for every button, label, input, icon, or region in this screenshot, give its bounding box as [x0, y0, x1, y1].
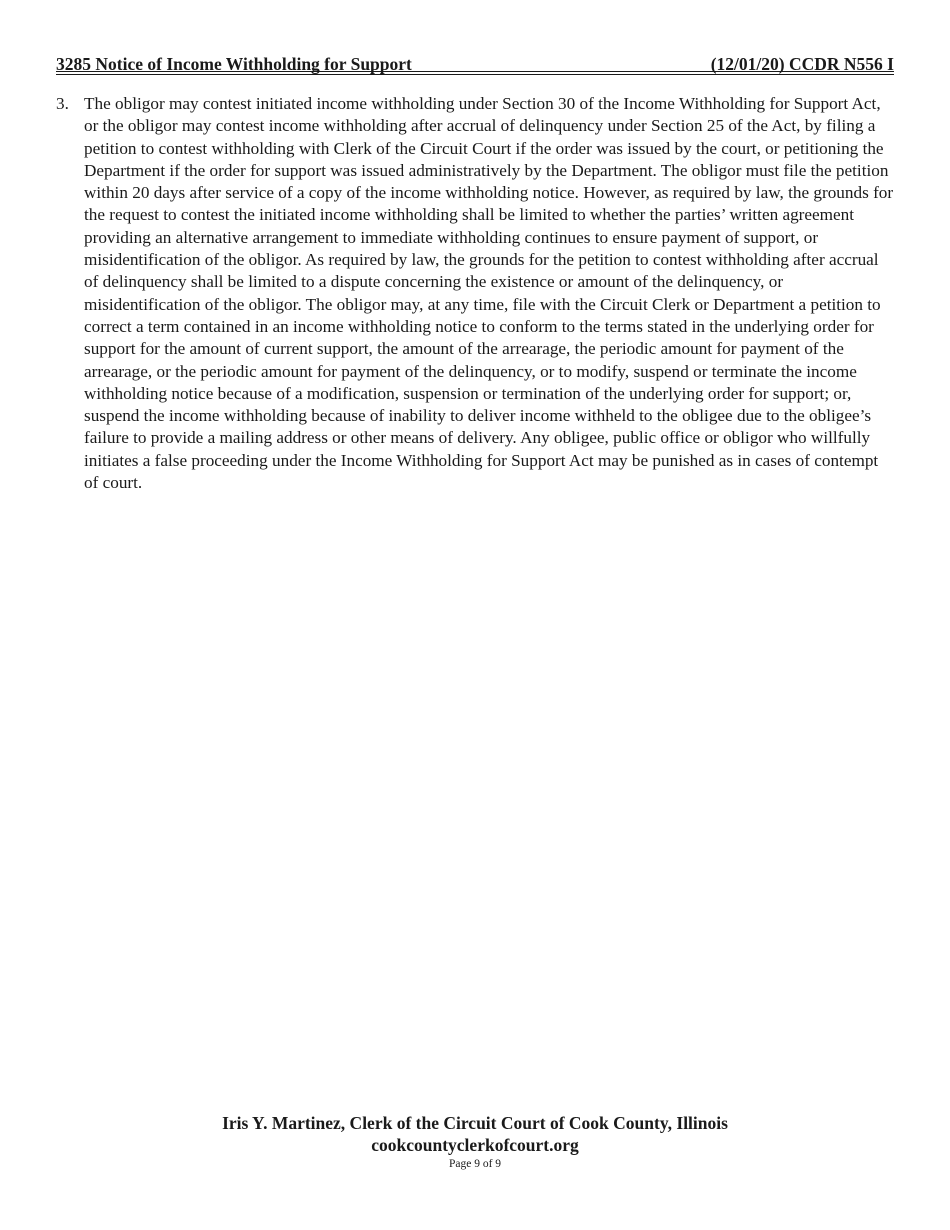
- paragraph-text: The obligor may contest initiated income withholding under Section 30 of the Income Withholding for Support Act, or the obligor may contest income withholding after accrual of delinquency under Section 25 of the Act, by filing a petition to contest withholding with Clerk of the Circuit Court if the order was issued by the court, or petitioning the Department if the order for support was issued administratively by the Department. The obligor must file the petition within 20 days after service of a copy of the income withholding notice. However, as required by law, the grounds for the request to contest the initiated income withholding shall be limited to whether the parties’ written agreement providing an alternative arrangement to immediate withholding continues to ensure payment of support, or misidentification of the obligor. As required by law, the grounds for the petition to contest withholding after accrual of delinquency shall be limited to a dispute concerning the existence or amount of the delinquency, or misidentification of the obligor. The obligor may, at any time, file with the Circuit Clerk or Department a petition to correct a term contained in an income withholding notice to conform to the terms stated in the underlying order for support for the amount of current support, the amount of the arrearage, the periodic amount for payment of the arrearage, or the periodic amount for payment of the delinquency, or to modify, suspend or terminate the income withholding notice because of a modification, suspension or termination of the underlying order for support; or, suspend the income withholding because of inability to deliver income withheld to the obligee due to the obligee’s failure to provide a mailing address or other means of delivery. Any obligee, public office or obligor who willfully initiates a false proceeding under the Income Withholding for Support Act may be punished as in cases of contempt of court.: [84, 94, 894, 493]
- header-divider: [56, 71, 894, 75]
- form-code: (12/01/20) CCDR N556 I: [710, 54, 894, 74]
- form-title: 3285 Notice of Income Withholding for Support: [56, 54, 412, 74]
- footer-website: cookcountyclerkofcourt.org: [371, 1135, 579, 1155]
- numbered-paragraph: [56, 93, 896, 494]
- footer-clerk-name: Iris Y. Martinez, Clerk of the Circuit Court of Cook County, Illinois: [222, 1113, 728, 1133]
- page-number: Page 9 of 9: [448, 1158, 502, 1170]
- paragraph-number: 3.: [56, 94, 69, 113]
